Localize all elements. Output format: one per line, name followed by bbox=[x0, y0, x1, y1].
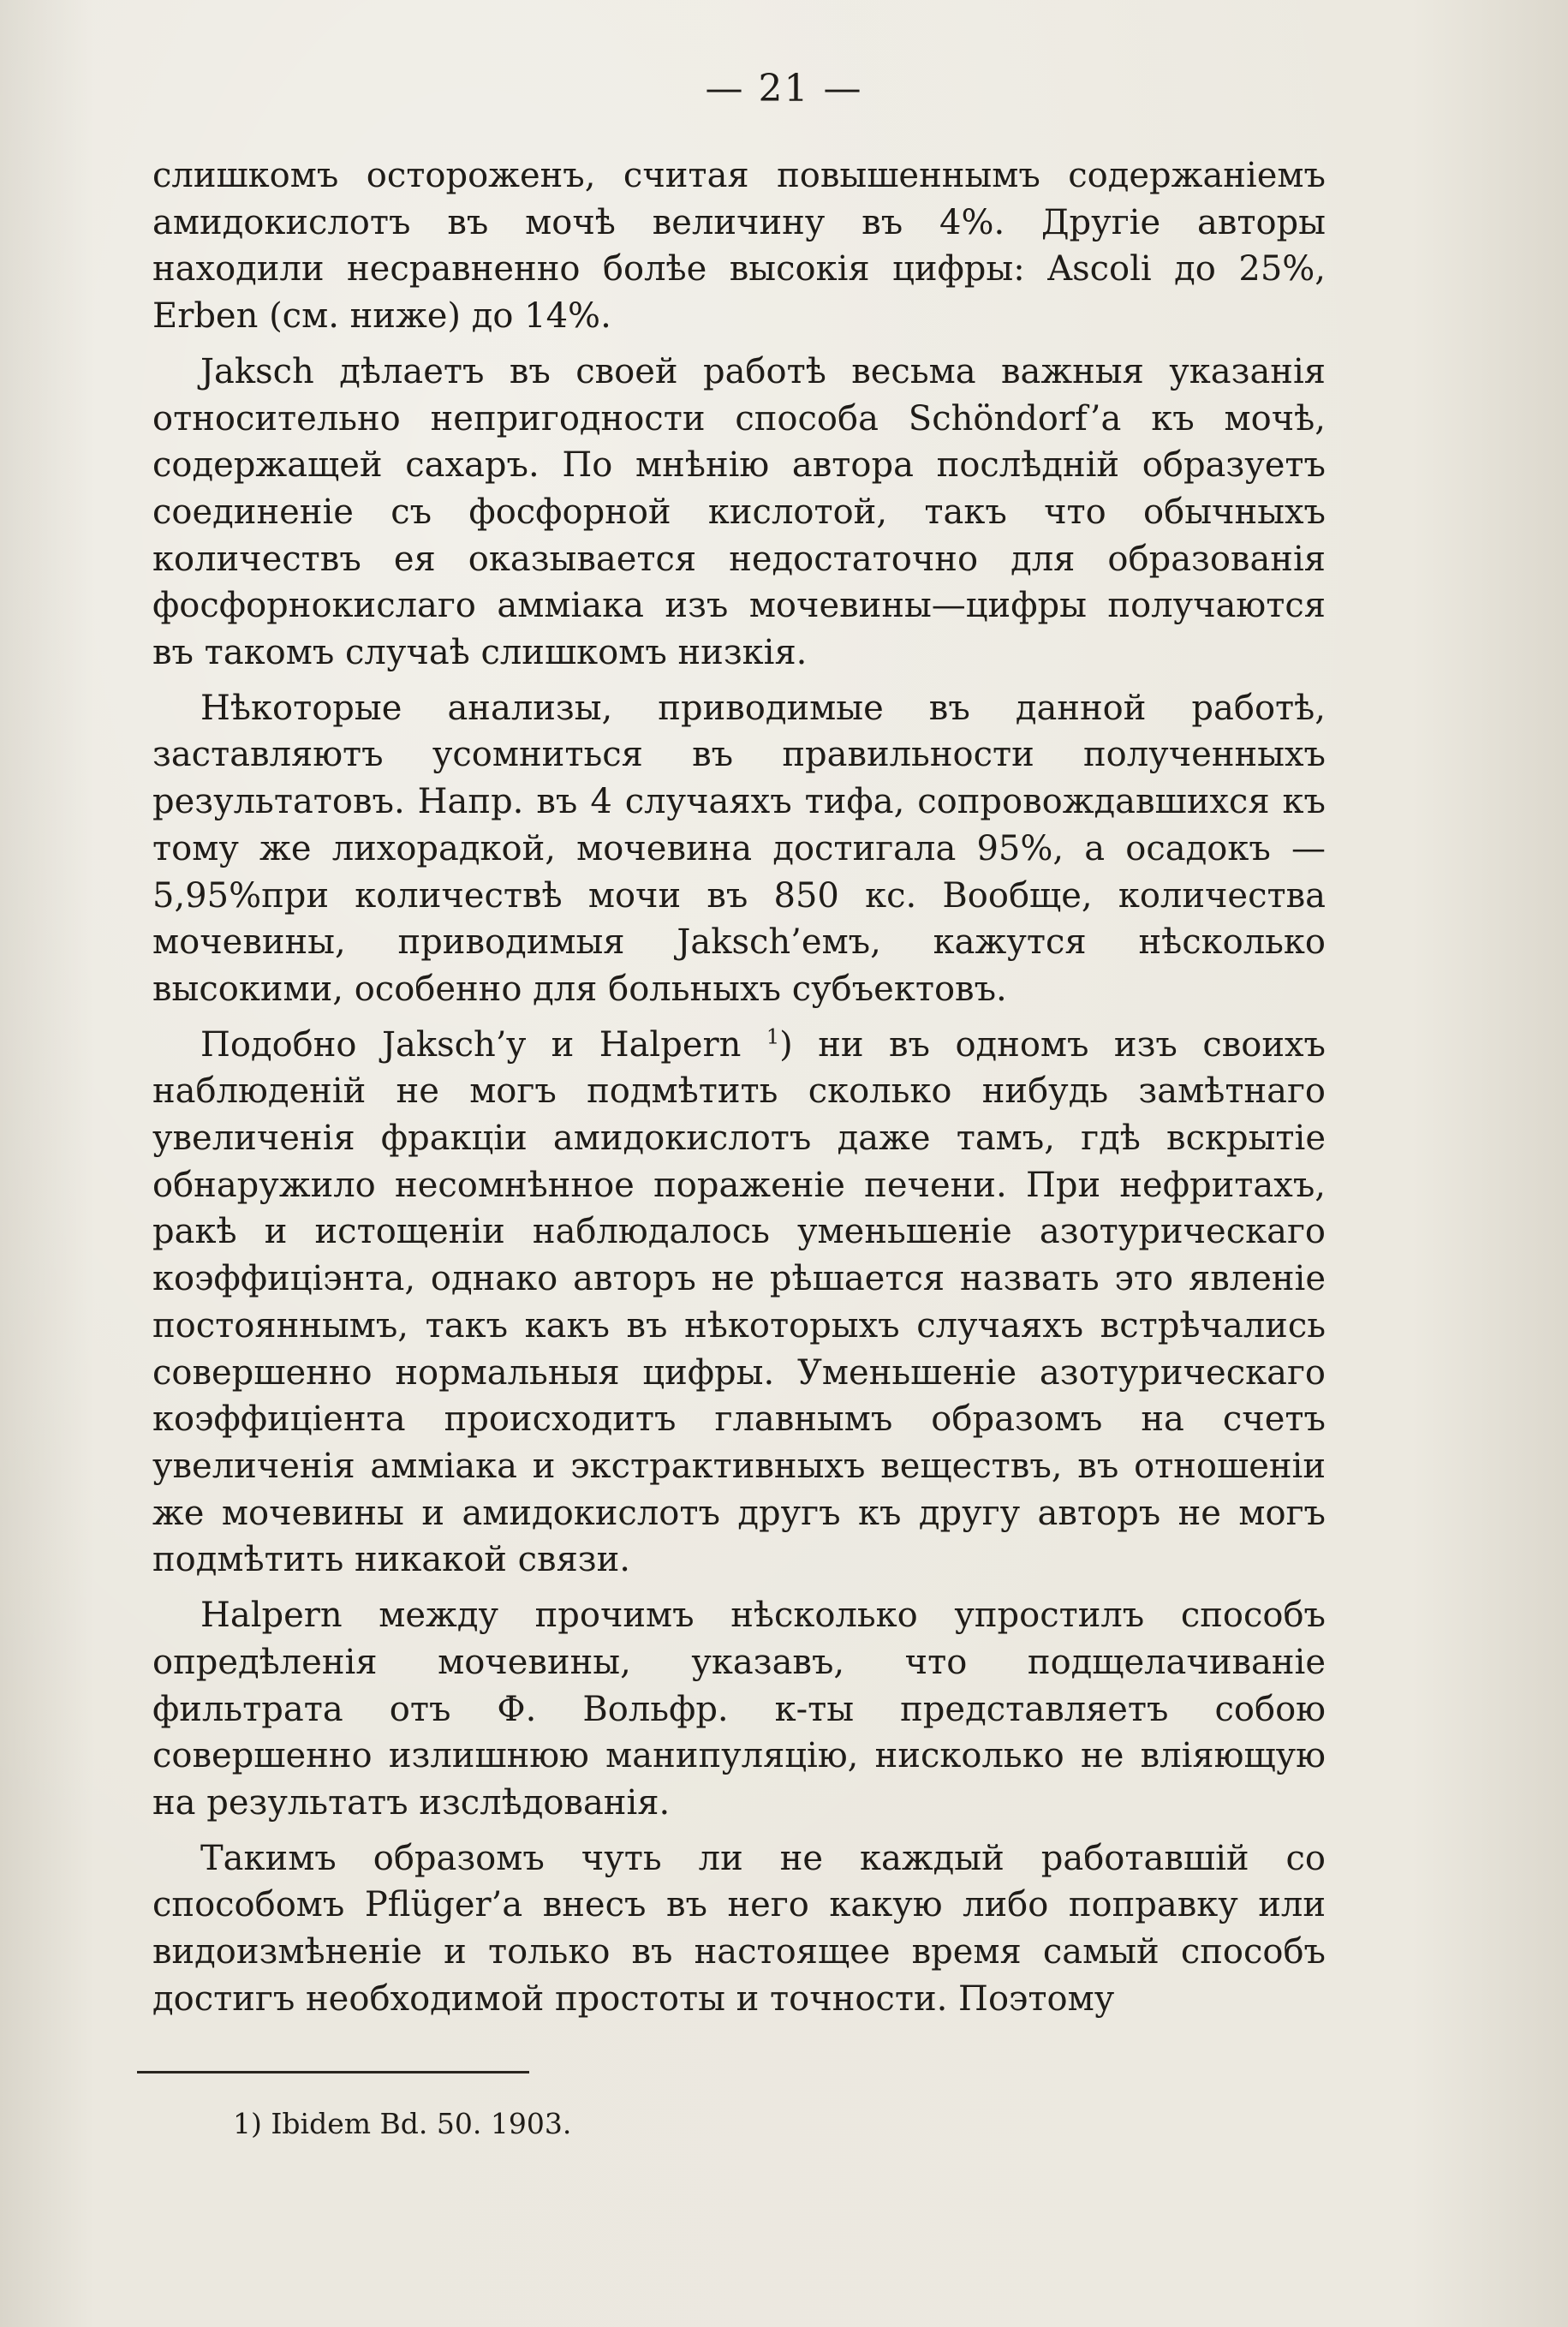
paragraph-4 bbox=[152, 1022, 1326, 1584]
page-number: — 21 — bbox=[705, 67, 863, 110]
footnote-rule bbox=[137, 2071, 529, 2073]
footnote-text: Ibidem Bd. 50. 1903. bbox=[271, 2107, 572, 2140]
footnote-reference: 1 bbox=[766, 1024, 780, 1049]
paragraph-4-text-after: ) ни въ одномъ изъ своихъ наблюденій не могъ подмѣтить сколько нибудь замѣтнаго увеличенія фракціи амидокислотъ даже тамъ, гдѣ вскрытіе обнаружило несомнѣнное пораженіе печени. При нефритахъ, ракѣ и истощеніи наблюдалось уменьшеніе азотурическаго коэффиціэнта, однако авторъ не рѣшается назвать это явленіе постояннымъ, такъ какъ въ нѣкоторыхъ случаяхъ встрѣчались совершенно нормальныя цифры. Уменьшеніе азотурическаго коэффиціента происходитъ главнымъ образомъ на счетъ увеличенія амміака и экстрактивныхъ веществъ, въ отношеніи же мочевины и амидокислотъ другъ къ другу авторъ не могъ подмѣтить никакой связи. bbox=[152, 1024, 1326, 1580]
paragraph-3: Нѣкоторые анализы, приводимые въ данной работѣ, заставляютъ усомниться въ правильности полученныхъ результатовъ. Напр. въ 4 случаяхъ тифа, сопровождавшихся къ тому же лихорадкой, мочевина достигала 95%, а осадокъ — 5,95%при количествѣ мочи въ 850 кс. Вообще, количества мочевины, приводимыя Jaksch’емъ, кажутся нѣсколько высокими, особенно для больныхъ субъектовъ. bbox=[152, 688, 1326, 1009]
footnote bbox=[233, 2107, 571, 2141]
paragraph-5: Halpern между прочимъ нѣсколько упростилъ способъ опредѣленія мочевины, указавъ, что подщелачиваніе фильтрата отъ Ф. Вольфр. к-ты представляетъ собою совершенно излишнюю манипуляцію, нисколько не вліяющую на результатъ изслѣдованія. bbox=[152, 1596, 1326, 1823]
paragraph-6: Такимъ образомъ чуть ли не каждый работавшій со способомъ Pflüger’a внесъ въ него какую либо поправку или видоизмѣненіе и только въ настоящее время самый способъ достигъ необходимой простоты и точности. Поэтому bbox=[152, 1838, 1326, 2019]
body-text bbox=[152, 152, 1326, 2022]
paragraph-4-text-before: Подобно Jaksch’y и Halpern bbox=[200, 1024, 766, 1065]
footnote-marker: 1) bbox=[233, 2107, 262, 2140]
paragraph-2: Jaksch дѣлаетъ въ своей работѣ весьма важныя указанія относительно непригодности способа Schöndorf’a къ мочѣ, содержащей сахаръ. По мнѣнію автора послѣдній образуетъ соединеніе съ фосфорной кислотой, такъ что обычныхъ количествъ ея оказывается недостаточно для образованія фосфорнокислаго амміака изъ мочевины—цифры получаются въ такомъ случаѣ слишкомъ низкія. bbox=[152, 351, 1326, 673]
paragraph-1: слишкомъ остороженъ, считая повышеннымъ содержаніемъ амидокислотъ въ мочѣ величину въ 4%. Другіе авторы находили несравненно болѣе высокія цифры: Ascoli до 25%, Erben (см. ниже) до 14%. bbox=[152, 156, 1326, 337]
